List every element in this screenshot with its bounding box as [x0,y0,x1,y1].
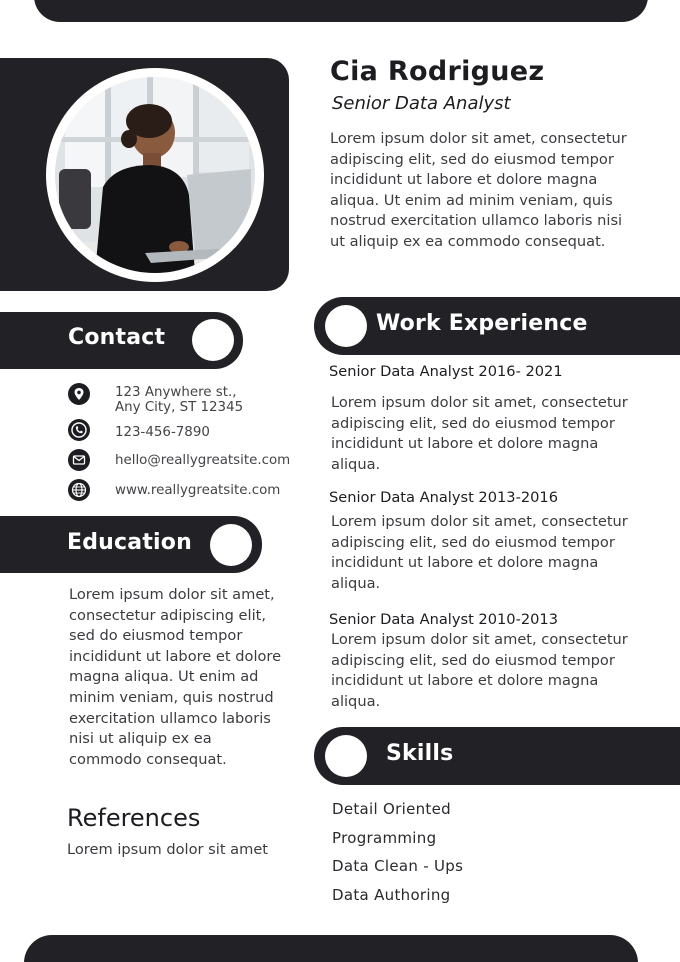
education-heading-bar [0,516,262,573]
contact-phone: 123-456-7890 [115,425,210,440]
skill-item: Data Clean - Ups [332,857,464,875]
education-text: Lorem ipsum dolor sit amet, consectetur adipiscing elit, sed do eiusmod tempor incididunt ut labore et dolore magna aliqua. Ut enim ad minim veniam, quis nostrud exercitation ullamco laboris nisi ut aliquip ex ea commodo consequat. [69,586,282,768]
top-decorative-bar [34,0,648,22]
location-pin-icon [68,383,90,405]
contact-heading-dot [192,319,234,361]
candidate-name: Cia Rodriguez [330,56,545,87]
globe-icon [68,479,90,501]
skill-item: Data Authoring [332,886,451,904]
work-experience-heading: Work Experience [376,311,588,336]
contact-heading-bar [0,312,243,369]
job-title: Senior Data Analyst 2013-2016 [329,489,558,506]
job-description: Lorem ipsum dolor sit amet, consectetur adipiscing elit, sed do eiusmod tempor incididunt ut labore et dolore magna aliqua. [331,394,628,473]
contact-email[interactable]: hello@reallygreatsite.com [115,453,291,468]
phone-icon [68,419,90,441]
profile-summary: Lorem ipsum dolor sit amet, consectetur adipiscing elit, sed do eiusmod tempor incididunt ut labore et dolore magna aliqua. Ut enim ad minim veniam, quis nostrud exercitation ullamco laboris nisi ut aliquip ex ea commodo consequat. [330,130,627,250]
profile-photo [55,77,255,273]
envelope-icon [68,449,90,471]
contact-heading: Contact [68,325,166,350]
skill-item: Detail Oriented [332,800,451,818]
candidate-title: Senior Data Analyst [332,93,511,114]
references-heading: References [67,804,201,832]
education-heading-dot [210,524,252,566]
skills-heading: Skills [386,741,454,766]
job-description: Lorem ipsum dolor sit amet, consectetur adipiscing elit, sed do eiusmod tempor incididunt ut labore et dolore magna aliqua. [331,631,628,710]
job-title: Senior Data Analyst 2016- 2021 [329,363,563,380]
skills-heading-dot [325,735,367,777]
references-text: Lorem ipsum dolor sit amet [67,841,269,858]
education-heading: Education [67,530,192,555]
work-experience-heading-dot [325,305,367,347]
contact-address-line2: Any City, ST 12345 [115,400,244,415]
job-description: Lorem ipsum dolor sit amet, consectetur adipiscing elit, sed do eiusmod tempor incididunt ut labore et dolore magna aliqua. [331,513,628,592]
work-experience-heading-bar [314,297,680,355]
contact-website[interactable]: www.reallygreatsite.com [115,483,281,498]
skill-item: Programming [332,829,437,847]
skills-heading-bar [314,727,680,785]
job-title: Senior Data Analyst 2010-2013 [329,611,558,628]
contact-address-line1: 123 Anywhere st., [115,385,237,400]
bottom-decorative-bar [24,935,638,962]
